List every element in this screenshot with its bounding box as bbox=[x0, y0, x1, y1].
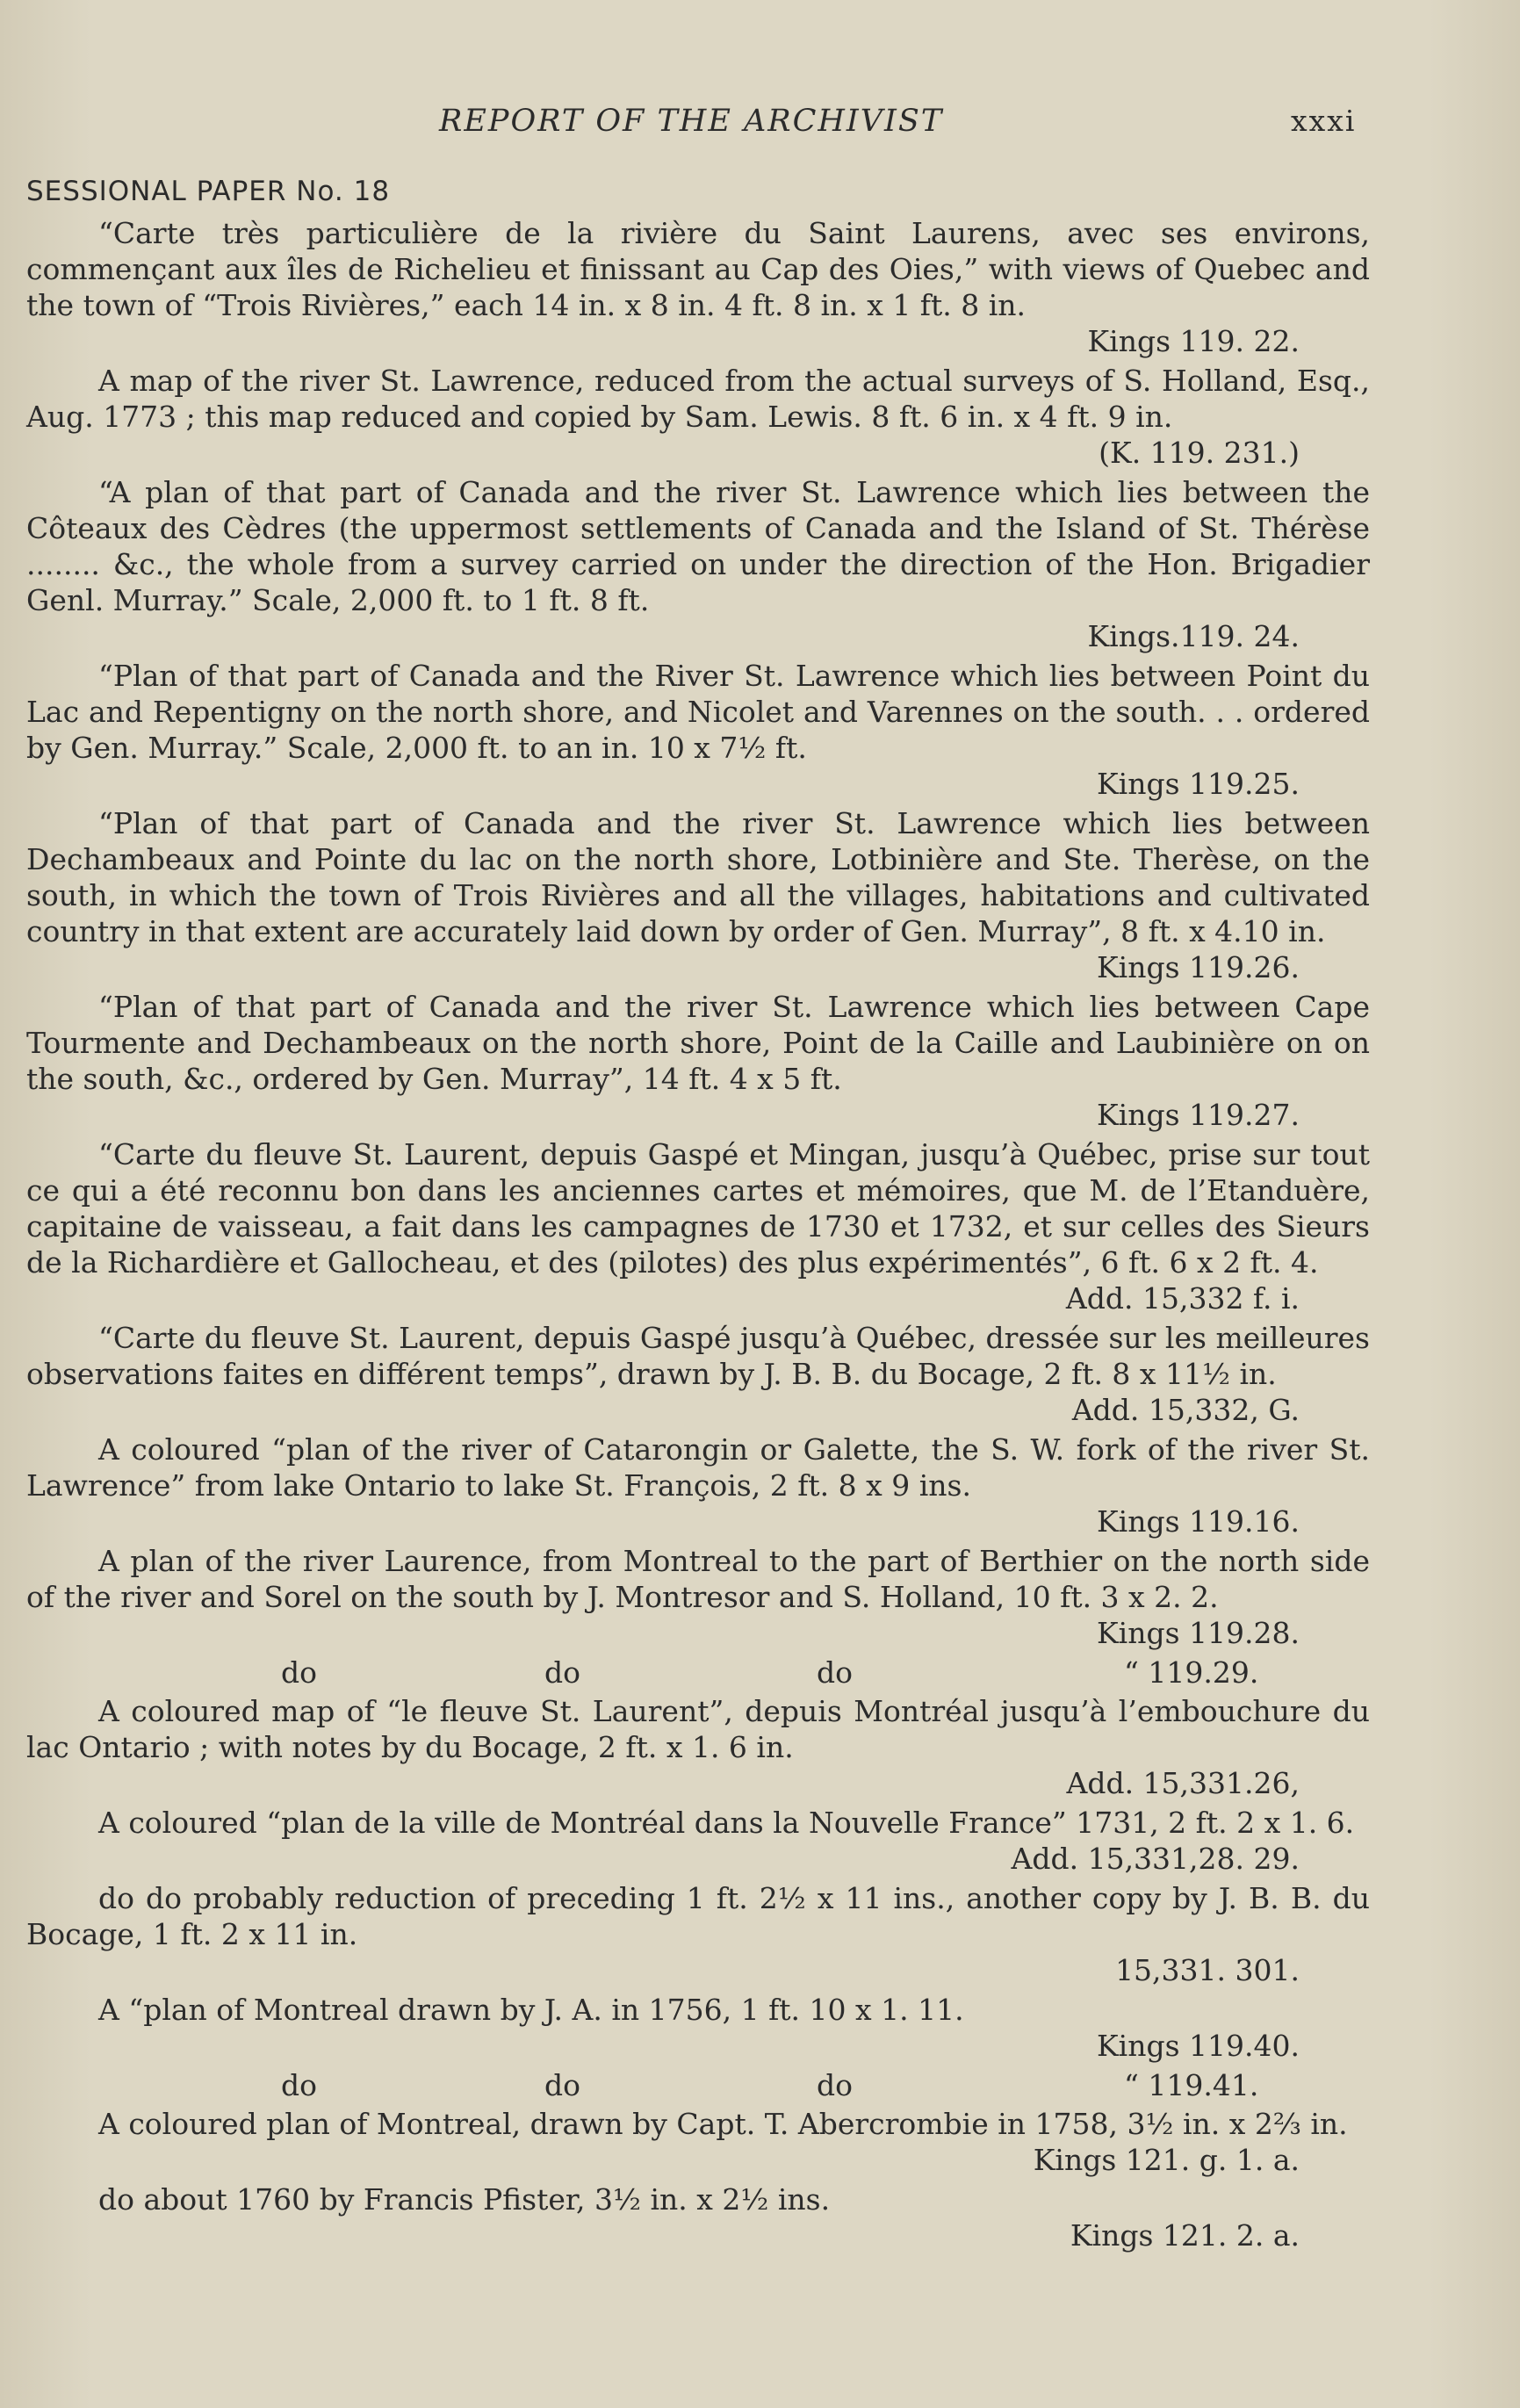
catalog-entry bbox=[26, 1992, 1370, 2064]
sessional-paper-label: SESSIONAL PAPER No. 18 bbox=[26, 176, 391, 207]
document-body bbox=[26, 215, 1370, 2257]
catalog-entry bbox=[26, 474, 1370, 654]
entry-reference: (K. 119. 231.) bbox=[1099, 436, 1300, 470]
catalog-entry bbox=[26, 989, 1370, 1133]
entry-reference: Kings 121. 2. a. bbox=[1070, 2218, 1300, 2253]
entry-reference: Add. 15,332, G. bbox=[1071, 1393, 1300, 1427]
entry-reference: Add. 15,332 f. i. bbox=[1065, 1281, 1300, 1316]
catalog-entry bbox=[26, 2106, 1370, 2178]
catalog-entry bbox=[26, 658, 1370, 802]
ditto-mark: do bbox=[817, 1655, 853, 1690]
entry-reference: Add. 15,331,28. 29. bbox=[1011, 1842, 1300, 1876]
entry-reference: Add. 15,331.26, bbox=[1066, 1766, 1300, 1800]
entry-text: A coloured “plan of the river of Catarongin or Galette, the S. W. fork of the river St. Lawrence” from lake Ontario to lake St. François, 2 ft. 8 x 9 ins. bbox=[26, 1432, 1370, 1503]
catalog-entry bbox=[26, 1693, 1370, 1801]
page-header bbox=[0, 104, 1520, 148]
catalog-entry bbox=[26, 363, 1370, 471]
entry-text: A coloured map of “le fleuve St. Laurent”, depuis Montréal jusqu’à l’embouchure du lac Ontario ; with notes by du Bocage, 2 ft. x 1. 6 in. bbox=[26, 1694, 1370, 1764]
entry-text: “Carte du fleuve St. Laurent, depuis Gaspé et Mingan, jusqu’à Québec, prise sur tout ce qui a été reconnu bon dans les anciennes cartes et mémoires, que M. de l’Etanduère, capitaine de vaisseau, a fait dans les campagnes de 1730 et 1732, et sur celles des Sieurs de la Richardière et Gallocheau, et des (pilotes) des plus expérimentés”, 6 ft. 6 x 2 ft. 4. bbox=[26, 1137, 1370, 1280]
catalog-entry bbox=[26, 1320, 1370, 1428]
entry-reference: Kings 119.16. bbox=[1097, 1504, 1300, 1539]
ditto-mark: do bbox=[281, 2068, 317, 2102]
entry-reference: 15,331. 301. bbox=[1115, 1953, 1300, 1987]
entry-text: do do probably reduction of preceding 1 ft. 2½ x 11 ins., another copy by J. B. B. du Bocage, 1 ft. 2 x 11 in. bbox=[26, 1881, 1370, 1951]
entry-text: “Carte du fleuve St. Laurent, depuis Gaspé jusqu’à Québec, dressée sur les meilleures observations faites en différent temps”, drawn by J. B. B. du Bocage, 2 ft. 8 x 11½ in. bbox=[26, 1321, 1370, 1391]
entry-reference: Kings 119. 22. bbox=[1087, 324, 1300, 358]
catalog-entry bbox=[26, 1136, 1370, 1316]
entry-reference: “ 119.41. bbox=[1124, 2068, 1259, 2102]
catalog-entry bbox=[26, 1880, 1370, 1988]
entry-text: “Plan of that part of Canada and the River St. Lawrence which lies between Point du Lac and Repentigny on the north shore, and Nicolet and Varennes on the south. . . ordered by Gen. Murray.” Scale, 2,000 ft. to an in. 10 x 7½ ft. bbox=[26, 659, 1370, 765]
entry-text: A map of the river St. Lawrence, reduced from the actual surveys of S. Holland, Esq., Aug. 1773 ; this map reduced and copied by Sam. Lewis. 8 ft. 6 in. x 4 ft. 9 in. bbox=[26, 364, 1370, 434]
entry-text: “Plan of that part of Canada and the river St. Lawrence which lies between Dechambeaux and Pointe du lac on the north shore, Lotbinière and Ste. Therèse, on the south, in which the town of Trois Rivières and all the villages, habitations and cultivated country in that extent are accurately laid down by order of Gen. Murray”, 8 ft. x 4.10 in. bbox=[26, 806, 1370, 948]
entry-text: “Carte très particulière de la rivière du Saint Laurens, avec ses environs, commençant aux îles de Richelieu et finissant au Cap des Oies,” with views of Quebec and the town of “Trois Rivières,” each 14 in. x 8 in. 4 ft. 8 in. x 1 ft. 8 in. bbox=[26, 216, 1370, 322]
entry-reference: “ 119.29. bbox=[1124, 1655, 1259, 1690]
catalog-entry bbox=[26, 1543, 1370, 1651]
running-title: REPORT OF THE ARCHIVIST bbox=[439, 104, 944, 139]
entry-reference: Kings 119.25. bbox=[1097, 767, 1300, 801]
entry-reference: Kings 119.27. bbox=[1097, 1098, 1300, 1132]
ditto-row bbox=[26, 2067, 1370, 2106]
catalog-entry bbox=[26, 2181, 1370, 2253]
ditto-mark: do bbox=[544, 1655, 580, 1690]
entry-text: A coloured plan of Montreal, drawn by Capt. T. Abercrombie in 1758, 3½ in. x 2⅔ in. bbox=[98, 2107, 1348, 2141]
catalog-entry bbox=[26, 215, 1370, 359]
catalog-entry bbox=[26, 805, 1370, 985]
entry-reference: Kings 119.40. bbox=[1097, 2029, 1300, 2063]
page-number: xxxi bbox=[1291, 104, 1357, 138]
ditto-mark: do bbox=[544, 2068, 580, 2102]
ditto-mark: do bbox=[281, 1655, 317, 1690]
entry-reference: Kings 119.28. bbox=[1097, 1616, 1300, 1650]
entry-reference: Kings 121. g. 1. a. bbox=[1033, 2143, 1300, 2177]
catalog-entry bbox=[26, 1805, 1370, 1877]
entry-text: do about 1760 by Francis Pfister, 3½ in. x 2½ ins. bbox=[98, 2182, 831, 2217]
entry-text: A coloured “plan de la ville de Montréal dans la Nouvelle France” 1731, 2 ft. 2 x 1. 6. bbox=[98, 1806, 1355, 1840]
entry-reference: Kings 119.26. bbox=[1097, 950, 1300, 984]
entry-text: A plan of the river Laurence, from Montreal to the part of Berthier on the north side of the river and Sorel on the south by J. Montresor and S. Holland, 10 ft. 3 x 2. 2. bbox=[26, 1544, 1370, 1614]
entry-text: “Plan of that part of Canada and the river St. Lawrence which lies between Cape Tourmente and Dechambeaux on the north shore, Point de la Caille and Laubinière on on the south, &c., ordered by Gen. Murray”, 14 ft. 4 x 5 ft. bbox=[26, 990, 1370, 1096]
entry-text: “A plan of that part of Canada and the river St. Lawrence which lies between the Côteaux des Cèdres (the uppermost settlements of Canada and the Island of St. Thérèse ........ &c., the whole from a survey carried on under the direction of the Hon. Brigadier Genl. Murray.” Scale, 2,000 ft. to 1 ft. 8 ft. bbox=[26, 475, 1370, 617]
ditto-row bbox=[26, 1655, 1370, 1693]
entry-reference: Kings.119. 24. bbox=[1087, 619, 1300, 653]
catalog-entry bbox=[26, 1431, 1370, 1539]
ditto-mark: do bbox=[817, 2068, 853, 2102]
entry-text: A “plan of Montreal drawn by J. A. in 1756, 1 ft. 10 x 1. 11. bbox=[98, 1993, 964, 2027]
